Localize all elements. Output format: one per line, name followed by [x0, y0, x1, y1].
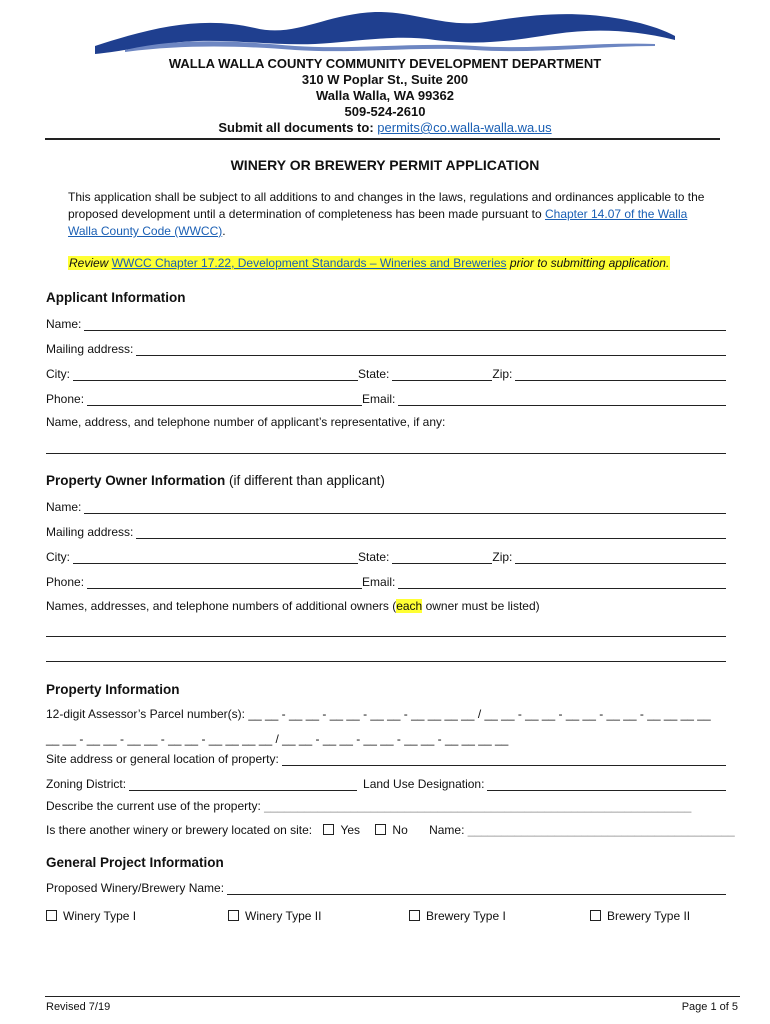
current-use-field[interactable]: ________________________________________________________________ [264, 799, 692, 813]
other-name-label: Name: [429, 823, 465, 837]
no-option[interactable] [375, 823, 407, 837]
winery-type-1-checkbox[interactable] [46, 910, 57, 921]
owner-heading-text: Property Owner Information [46, 473, 226, 488]
brewery-type-2-label: Brewery Type II [607, 909, 691, 923]
zoning-field[interactable] [129, 778, 357, 791]
site-address-row [46, 750, 726, 766]
header-divider [45, 138, 720, 140]
additional-owners-pre: Names, addresses, and telephone numbers of additional owners ( [46, 599, 397, 613]
applicant-phone-label: Phone: [46, 392, 85, 406]
submit-line [0, 120, 770, 136]
brewery-type-1-label: Brewery Type I [426, 909, 506, 923]
yes-label: Yes [340, 823, 361, 837]
applicant-heading: Applicant Information [46, 290, 186, 305]
revised-date: Revised 7/19 [46, 1001, 111, 1013]
applicant-rep-label: Name, address, and telephone number of applicant’s representative, if any: [46, 415, 446, 429]
page-number: Page 1 of 5 [681, 1001, 738, 1013]
intro-end: . [222, 224, 226, 238]
applicant-zip-field[interactable] [515, 368, 726, 381]
other-name-field[interactable]: ________________________________________ [467, 823, 735, 837]
property-heading: Property Information [46, 682, 180, 697]
applicant-phone-row [46, 390, 726, 406]
brewery-type-2-option[interactable] [590, 909, 690, 923]
wwcc-chapter-14-07-link[interactable]: Chapter 14.07 of the Walla Walla County Code (WWCC) [68, 207, 688, 238]
owner-phone-field[interactable] [87, 576, 362, 589]
submit-email-link[interactable]: permits@co.walla-walla.wa.us [377, 120, 552, 135]
owner-mailing-row [46, 523, 726, 539]
zoning-row [46, 775, 726, 791]
owner-mailing-field[interactable] [136, 526, 726, 539]
applicant-name-label: Name: [46, 317, 82, 331]
parcel-row-1 [46, 707, 711, 721]
owner-name-label: Name: [46, 500, 82, 514]
review-lead: Review [69, 256, 109, 270]
site-address-field[interactable] [282, 753, 726, 766]
department-name: WALLA WALLA COUNTY COMMUNITY DEVELOPMENT DEPARTMENT [168, 56, 602, 71]
proposed-name-label: Proposed Winery/Brewery Name: [46, 881, 225, 895]
owner-heading [46, 473, 385, 488]
yes-checkbox[interactable] [323, 824, 334, 835]
yes-option[interactable] [323, 823, 360, 837]
brewery-type-2-checkbox[interactable] [590, 910, 601, 921]
applicant-city-label: City: [46, 367, 70, 381]
form-title: WINERY OR BREWERY PERMIT APPLICATION [230, 157, 540, 173]
owner-city-label: City: [46, 550, 70, 564]
intro-paragraph [68, 189, 708, 240]
current-use-label: Describe the current use of the property: [46, 799, 261, 813]
proposed-name-row [46, 879, 726, 895]
winery-type-2-option[interactable] [228, 909, 321, 923]
site-address-label: Site address or general location of property: [46, 752, 279, 766]
applicant-email-field[interactable] [398, 393, 726, 406]
applicant-mailing-field[interactable] [136, 343, 726, 356]
project-heading: General Project Information [46, 855, 224, 870]
parcel-blanks-2[interactable]: __ __ - __ __ - __ __ - __ __ - __ __ __ __ / __ __ - __ __ - __ __ - __ __ - __ __ __ __ [46, 732, 509, 746]
wwcc-chapter-17-22-link[interactable]: WWCC Chapter 17.22, Development Standards – Wineries and Breweries [111, 256, 507, 270]
applicant-city-row [46, 365, 726, 381]
owner-zip-label: Zip: [492, 550, 513, 564]
additional-owners-post: owner must be listed) [422, 599, 540, 613]
applicant-state-field[interactable] [392, 368, 492, 381]
owner-state-label: State: [358, 550, 390, 564]
department-phone: 509-524-2610 [344, 104, 426, 119]
owner-phone-row [46, 573, 726, 589]
submit-label: Submit all documents to: [218, 120, 374, 135]
applicant-city-field[interactable] [73, 368, 358, 381]
applicant-mailing-label: Mailing address: [46, 342, 134, 356]
proposed-name-field[interactable] [227, 882, 726, 895]
current-use-row [46, 799, 691, 813]
additional-owners-field-2[interactable] [46, 661, 726, 662]
another-winery-row [46, 823, 735, 837]
applicant-zip-label: Zip: [492, 367, 513, 381]
brewery-type-1-checkbox[interactable] [409, 910, 420, 921]
applicant-email-label: Email: [362, 392, 396, 406]
owner-city-field[interactable] [73, 551, 358, 564]
applicant-mailing-row [46, 340, 726, 356]
owner-name-row [46, 498, 726, 514]
applicant-name-field[interactable] [84, 318, 726, 331]
county-logo-wave [95, 6, 675, 58]
parcel-blanks-1[interactable]: __ __ - __ __ - __ __ - __ __ - __ __ __ __ / __ __ - __ __ - __ __ - __ __ - __ __ __ __ [248, 707, 711, 721]
applicant-phone-field[interactable] [87, 393, 362, 406]
review-tail: prior to submitting application. [509, 256, 670, 270]
parcel-label: 12-digit Assessor’s Parcel number(s): [46, 707, 245, 721]
review-notice [68, 256, 670, 270]
winery-type-1-label: Winery Type I [63, 909, 137, 923]
winery-type-1-option[interactable] [46, 909, 136, 923]
zoning-label: Zoning District: [46, 777, 127, 791]
applicant-rep-field[interactable] [46, 453, 726, 454]
owner-phone-label: Phone: [46, 575, 85, 589]
brewery-type-1-option[interactable] [409, 909, 506, 923]
land-use-label: Land Use Designation: [363, 777, 485, 791]
no-checkbox[interactable] [375, 824, 386, 835]
additional-owners-field-1[interactable] [46, 636, 726, 637]
applicant-name-row [46, 315, 726, 331]
owner-mailing-label: Mailing address: [46, 525, 134, 539]
additional-owners-label [46, 599, 540, 613]
owner-state-field[interactable] [392, 551, 492, 564]
owner-email-label: Email: [362, 575, 396, 589]
land-use-field[interactable] [487, 778, 726, 791]
footer-divider [45, 996, 740, 997]
owner-zip-field[interactable] [515, 551, 726, 564]
owner-heading-note: (if different than applicant) [229, 473, 385, 488]
applicant-state-label: State: [358, 367, 390, 381]
additional-owners-highlight: each [396, 599, 423, 613]
owner-email-field[interactable] [398, 576, 726, 589]
winery-type-2-checkbox[interactable] [228, 910, 239, 921]
another-winery-label: Is there another winery or brewery located on site: [46, 823, 313, 837]
no-label: No [392, 823, 408, 837]
winery-type-2-label: Winery Type II [245, 909, 322, 923]
owner-city-row [46, 548, 726, 564]
owner-name-field[interactable] [84, 501, 726, 514]
department-street: 310 W Poplar St., Suite 200 [301, 72, 469, 87]
intro-text: This application shall be subject to all additions to and changes in the laws, regulations and ordinances applicable to the proposed development until a determination of completeness has been made pursuant to [68, 190, 705, 221]
department-city: Walla Walla, WA 99362 [316, 88, 454, 103]
